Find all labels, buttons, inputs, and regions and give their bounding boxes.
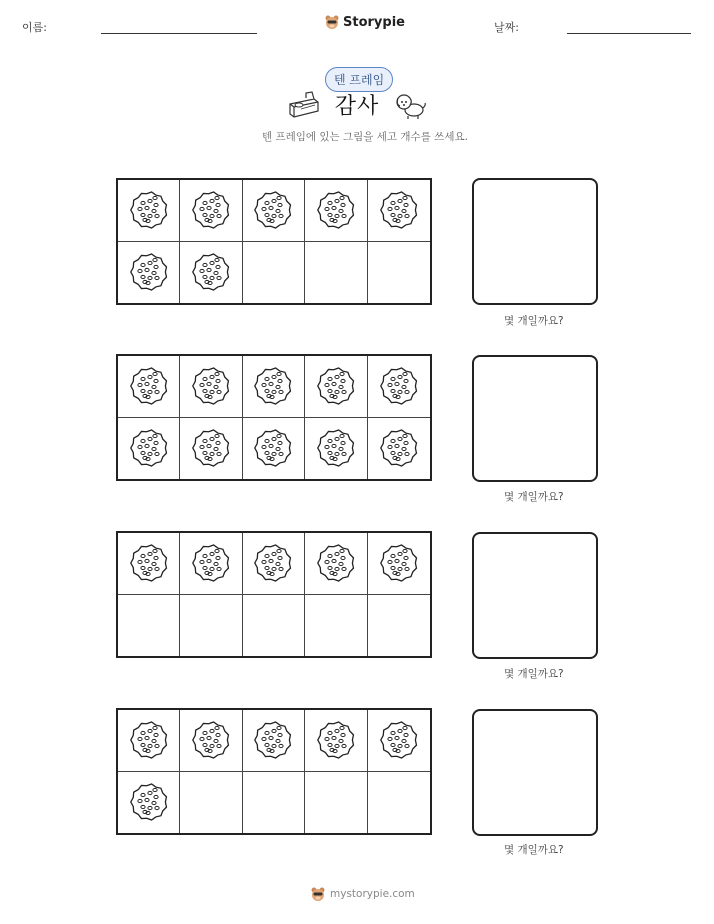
cookie-icon [379,543,419,583]
cookie-icon [191,252,231,292]
cookie-icon [316,543,356,583]
frame-cell [305,533,367,595]
date-label: 날짜: [494,21,519,34]
frame-cell [180,418,242,480]
ten-frame [116,708,432,835]
cookie-icon [316,366,356,406]
frame-cell [118,418,180,480]
frame-cell [118,710,180,772]
cookie-icon [129,252,169,292]
frame-cell [118,242,180,304]
cookie-icon [191,366,231,406]
frame-cell [243,180,305,242]
frame-cell [368,595,430,657]
answer-box[interactable] [472,355,598,482]
frame-cell [305,356,367,418]
cookie-icon [379,720,419,760]
frame-cell [180,533,242,595]
frame-cell [118,772,180,834]
frame-cell [118,180,180,242]
frame-cell [368,242,430,304]
storypie-bear-icon [310,886,326,902]
question-text: 몇 개일까요? [504,668,564,680]
frame-cell [118,533,180,595]
question-text: 몇 개일까요? [504,491,564,503]
cookie-icon [253,428,293,468]
cookie-icon [129,720,169,760]
frame-cell [180,242,242,304]
frame-cell [118,356,180,418]
frame-cell [243,710,305,772]
question-text: 몇 개일까요? [504,315,564,327]
cookie-icon [129,428,169,468]
answer-box[interactable] [472,709,598,836]
cookie-icon [191,543,231,583]
cookie-icon [191,720,231,760]
brand-name: Storypie [343,14,405,30]
cookie-icon [316,428,356,468]
frame-cell [368,180,430,242]
frame-cell [368,772,430,834]
cookie-icon [316,190,356,230]
cookie-icon [253,190,293,230]
cookie-icon [129,366,169,406]
ten-frame [116,178,432,305]
footer-url[interactable]: mystorypie.com [330,888,415,900]
frame-cell [180,180,242,242]
frame-cell [243,242,305,304]
answer-box[interactable] [472,532,598,659]
ten-frame [116,531,432,658]
name-line [101,33,257,34]
frame-cell [305,595,367,657]
brand-logo [324,14,405,30]
cookie-icon [379,366,419,406]
frame-cell [243,418,305,480]
frame-cell [180,356,242,418]
frame-cell [305,418,367,480]
bed-icon [287,90,321,120]
cookie-icon [253,720,293,760]
answer-box[interactable] [472,178,598,305]
cookie-icon [379,428,419,468]
cookie-icon [253,543,293,583]
frame-cell [368,418,430,480]
frame-cell [305,710,367,772]
cookie-icon [316,720,356,760]
cookie-icon [129,543,169,583]
page-title: 감사 [334,94,380,119]
cookie-icon [191,428,231,468]
date-line [567,33,691,34]
cookie-icon [129,190,169,230]
frame-cell [243,533,305,595]
frame-cell [118,595,180,657]
frame-cell [305,772,367,834]
footer [310,886,415,902]
cookie-icon [253,366,293,406]
frame-cell [243,595,305,657]
frame-cell [180,710,242,772]
topic-badge: 텐 프레임 [325,67,393,92]
frame-cell [368,710,430,772]
frame-cell [180,772,242,834]
cookie-icon [129,782,169,822]
frame-cell [305,242,367,304]
instruction-text: 텐 프레임에 있는 그림을 세고 개수를 쓰세요. [262,131,468,143]
frame-cell [368,533,430,595]
ten-frame [116,354,432,481]
frame-cell [243,356,305,418]
cookie-icon [191,190,231,230]
frame-cell [368,356,430,418]
cookie-icon [379,190,419,230]
storypie-bear-icon [324,14,340,30]
frame-cell [243,772,305,834]
frame-cell [180,595,242,657]
question-text: 몇 개일까요? [504,844,564,856]
name-label: 이름: [22,21,47,34]
puppy-icon [394,91,426,121]
frame-cell [305,180,367,242]
